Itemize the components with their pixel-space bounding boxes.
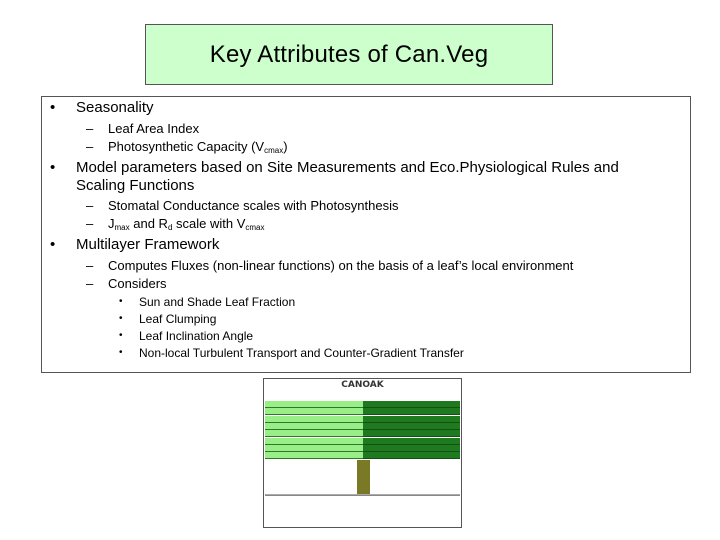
bullet-dot-icon: • [119, 296, 123, 307]
subsubitem: • Leaf Inclination Angle [119, 329, 254, 343]
shaded-leaf-fraction [363, 430, 460, 437]
canoak-diagram [263, 378, 462, 528]
canopy-layer [265, 423, 460, 430]
bullet-multilayer-framework: • Multilayer Framework [50, 236, 220, 253]
title-box [145, 24, 553, 85]
canopy-layer [265, 445, 460, 452]
diagram-label: CANOAK [341, 380, 384, 390]
canopy-layer [265, 416, 460, 423]
shaded-leaf-fraction [363, 401, 460, 408]
subsubitem: • Leaf Clumping [119, 312, 217, 326]
subitem-jmax-rd: – $J_{max}$ and $R_d$ scale with $V_{cmax}$ [86, 216, 265, 232]
bullet-dot-icon: • [50, 159, 56, 176]
bullet-dot-icon: • [119, 313, 123, 324]
tree-trunk [357, 460, 370, 494]
soil-layer [265, 495, 460, 527]
shaded-leaf-fraction [363, 408, 460, 415]
subitem-leaf-area-index: – Leaf Area Index [86, 121, 200, 136]
canopy-layer [265, 408, 460, 415]
canopy-layer [265, 452, 460, 459]
dash-icon: – [86, 258, 94, 273]
content-box [41, 96, 691, 373]
sunlit-leaf-fraction [265, 445, 363, 452]
subitem-computes-fluxes: – Computes Fluxes (non-linear functions) on the basis of a leaf’s local environment [86, 258, 574, 273]
subsubitem: • Non-local Turbulent Transport and Counter-Gradient Transfer [119, 346, 464, 360]
slide-title: Key Attributes of Can.Veg [209, 40, 489, 68]
subitem-photosynthetic-capacity: – Photosynthetic Capacity $(V_{cmax})$ [86, 139, 288, 155]
bullet-dot-icon: • [50, 236, 56, 253]
bullet-dot-icon: • [50, 99, 56, 116]
canopy-layer [265, 438, 460, 445]
sunlit-leaf-fraction [265, 423, 363, 430]
shaded-leaf-fraction [363, 438, 460, 445]
dash-icon: – [86, 276, 94, 291]
bullet-dot-icon: • [119, 330, 123, 341]
bullet-text: Seasonality [76, 99, 154, 116]
sunlit-leaf-fraction [265, 430, 363, 437]
subitem-stomatal-conductance: – Stomatal Conductance scales with Photosynthesis [86, 198, 399, 213]
sunlit-leaf-fraction [265, 438, 363, 445]
subitem-considers: – Considers [86, 276, 167, 291]
sunlit-leaf-fraction [265, 452, 363, 459]
dash-icon: – [86, 198, 94, 213]
bullet-model-parameters: • Model parameters based on Site Measurements and Eco.Physiological Rules and Scaling Functions [50, 159, 619, 194]
shaded-leaf-fraction [363, 416, 460, 423]
bullet-seasonality [50, 99, 154, 117]
canopy-layer [265, 401, 460, 408]
dash-icon: – [86, 121, 94, 136]
sunlit-leaf-fraction [265, 401, 363, 408]
shaded-leaf-fraction [363, 452, 460, 459]
bullet-dot-icon: • [119, 347, 123, 358]
dash-icon: – [86, 139, 94, 154]
sunlit-leaf-fraction [265, 416, 363, 423]
shaded-leaf-fraction [363, 423, 460, 430]
sunlit-leaf-fraction [265, 408, 363, 415]
subsubitem: • Sun and Shade Leaf Fraction [119, 295, 296, 309]
shaded-leaf-fraction [363, 445, 460, 452]
canopy-layer [265, 430, 460, 437]
dash-icon: – [86, 216, 94, 231]
